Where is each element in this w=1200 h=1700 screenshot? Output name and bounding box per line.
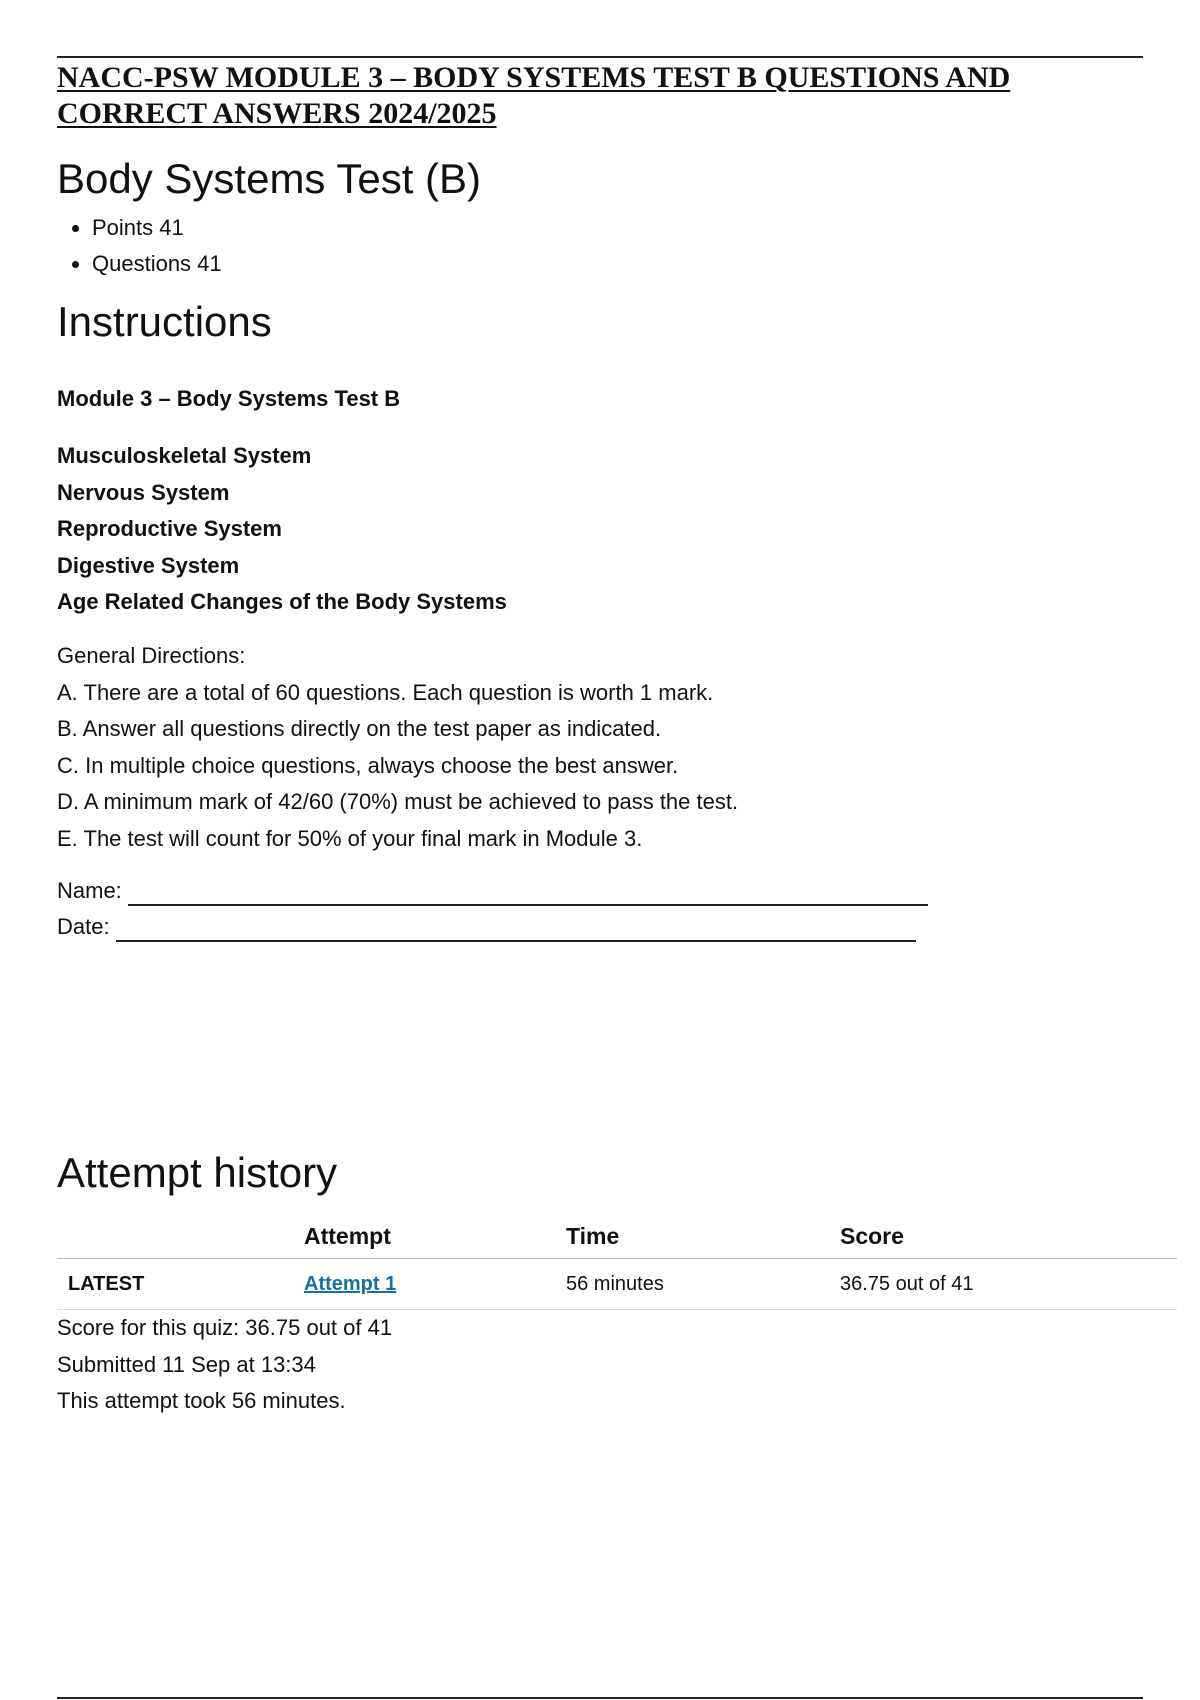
- quiz-title: Body Systems Test (B): [57, 155, 482, 202]
- instructions-heading: Instructions: [57, 298, 272, 345]
- attempt-score: 36.75 out of 41: [840, 1259, 1177, 1310]
- attempt-1-link[interactable]: Attempt 1: [304, 1272, 397, 1295]
- attempt-history-table: [57, 1214, 1177, 1310]
- direction-item: A. There are a total of 60 questions. Each question is worth 1 mark.: [57, 679, 714, 705]
- direction-item: E. The test will count for 50% of your final mark in Module 3.: [57, 825, 643, 851]
- system-item: Reproductive System: [57, 516, 282, 541]
- systems-list: [57, 438, 507, 621]
- direction-item: D. A minimum mark of 42/60 (70%) must be achieved to pass the test.: [57, 789, 739, 814]
- system-item: Digestive System: [57, 552, 240, 578]
- table-row: [57, 1259, 1177, 1310]
- date-label: Date:: [57, 914, 110, 939]
- system-item: Nervous System: [57, 479, 230, 505]
- document-title-line-2: CORRECT ANSWERS 2024/2025: [57, 97, 497, 130]
- name-field: [57, 876, 928, 906]
- table-header-row: [57, 1214, 1177, 1259]
- attempt-summary: [57, 1310, 392, 1420]
- directions-title: General Directions:: [57, 643, 246, 668]
- column-header-attempt: Attempt: [304, 1214, 566, 1259]
- attempt-time: 56 minutes: [566, 1259, 840, 1310]
- date-blank-line: [116, 918, 916, 942]
- duration-text: This attempt took 56 minutes.: [57, 1388, 346, 1413]
- attempt-label: LATEST: [57, 1259, 304, 1310]
- column-header-score: Score: [840, 1214, 1177, 1259]
- quiz-score-text: Score for this quiz: 36.75 out of 41: [57, 1315, 393, 1340]
- questions-item: • Questions 41: [92, 246, 222, 282]
- column-header-blank: [57, 1214, 304, 1259]
- top-divider: [57, 56, 1143, 58]
- attempt-history-heading: Attempt history: [57, 1149, 338, 1196]
- column-header-time: Time: [566, 1214, 840, 1259]
- attempt-cell: [304, 1259, 566, 1310]
- date-field: [57, 912, 916, 942]
- name-label: Name:: [57, 878, 122, 903]
- document-title: [57, 60, 1107, 132]
- system-item: Musculoskeletal System: [57, 443, 312, 468]
- module-heading: Module 3 – Body Systems Test B: [57, 386, 401, 411]
- quiz-meta-list: [57, 210, 222, 282]
- submitted-text: Submitted 11 Sep at 13:34: [57, 1351, 316, 1377]
- direction-item: B. Answer all questions directly on the test paper as indicated.: [57, 716, 662, 741]
- document-title-line-1: NACC-PSW MODULE 3 – BODY SYSTEMS TEST B QUESTIONS AND: [57, 61, 1011, 94]
- bottom-divider: [57, 1697, 1143, 1699]
- system-item: Age Related Changes of the Body Systems: [57, 589, 507, 614]
- direction-item: C. In multiple choice questions, always choose the best answer.: [57, 752, 679, 778]
- points-item: • Points 41: [92, 210, 222, 246]
- name-blank-line: [128, 882, 928, 906]
- general-directions: [57, 638, 738, 857]
